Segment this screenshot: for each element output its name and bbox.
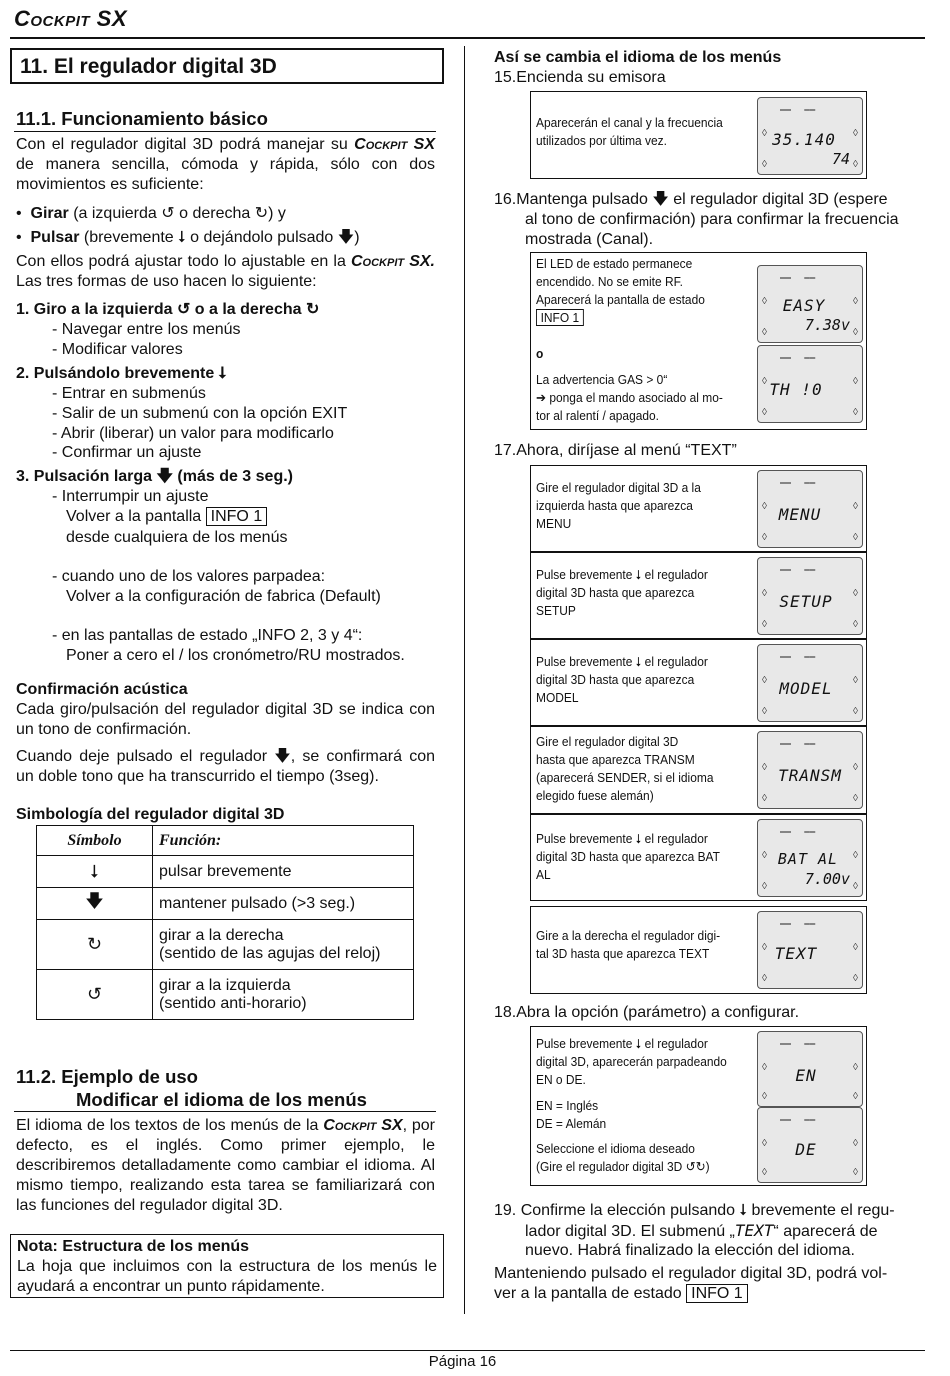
numbered-item-3-line: desde cualquiera de los menús bbox=[66, 529, 288, 546]
lcd-indicator-icon: ◊ bbox=[762, 675, 767, 686]
paragraph-ajustar: Con ellos podrá ajustar todo lo ajustable en la Cockpit SX. Las tres formas de uso hacen lo siguiente: bbox=[16, 253, 435, 290]
lcd-display: ⎯⎯ ⎯⎯ TEXT ◊ ◊ ◊ ◊ bbox=[757, 911, 863, 989]
bullet-pulsar: • Pulsar (brevemente ⭣ o dejándolo pulsado 🡇) bbox=[16, 229, 360, 246]
step-19-line: 19. Confirme la elección pulsando ⭣ brevemente el regu- bbox=[494, 1202, 895, 1219]
lcd-indicator-icon: ◊ bbox=[762, 588, 767, 599]
lcd-indicator-icon: ◊ bbox=[853, 1091, 858, 1102]
info1-box: INFO 1 bbox=[536, 309, 584, 326]
function-cell: girar a la derecha (sentido de las agujas del reloj) bbox=[153, 920, 414, 970]
lcd-indicator-icon: ◊ bbox=[762, 159, 767, 170]
numbered-item-3-line: - cuando uno de los valores parpadea: bbox=[52, 568, 326, 585]
footer-rule bbox=[10, 1350, 925, 1351]
lcd-indicator-icon: ◊ bbox=[853, 376, 858, 387]
numbered-item-2-line: - Abrir (liberar) un valor para modificarlo bbox=[52, 425, 334, 442]
lcd-display: ⎯⎯ ⎯⎯ TRANSM ◊ ◊ ◊ ◊ bbox=[757, 731, 863, 809]
instruction-box-15: Aparecerán el canal y la frecuencia utilizados por última vez. ⎯⎯ ⎯⎯ 35.140 74 ◊ ◊ ◊ ◊ bbox=[530, 91, 867, 179]
lcd-indicator-icon: ◊ bbox=[853, 619, 858, 630]
lcd-display: ⎯⎯ ⎯⎯ SETUP ◊ ◊ ◊ ◊ bbox=[757, 557, 863, 635]
lcd-indicator-icon: ◊ bbox=[762, 128, 767, 139]
info1-box: INFO 1 bbox=[206, 507, 268, 526]
step-17: 17.Ahora, diríjase al menú “TEXT” bbox=[494, 442, 737, 459]
lcd-indicator-icon: ◊ bbox=[853, 942, 858, 953]
table-row bbox=[37, 888, 414, 920]
right-heading: Así se cambia el idioma de los menús bbox=[494, 49, 782, 66]
instruction-box-setup: Pulse brevemente ⭣ el regulador digital 3D hasta que aparezca SETUP ⎯⎯ ⎯⎯ SETUP ◊ ◊ ◊ ◊ bbox=[530, 552, 867, 639]
instruction-box-18: Pulse brevemente ⭣ el regulador digital 3D, aparecerán parpadeando EN o DE. EN = Inglés DE = Alemán Seleccione el idioma deseado (Gire el regulador digital 3D ↺↻) ⎯⎯ ⎯⎯ EN ◊ ◊ ◊ ◊ ⎯⎯ ⎯⎯ DE ◊ ◊ ◊ ◊ bbox=[530, 1026, 867, 1186]
numbered-item-3-title: 3. Pulsación larga 🡇 (más de 3 seg.) bbox=[16, 468, 293, 485]
lcd-indicator-icon: ◊ bbox=[762, 532, 767, 543]
column-divider bbox=[464, 46, 465, 1314]
section-subheading-11-2: Modificar el idioma de los menús bbox=[76, 1089, 367, 1110]
lcd-indicator-icon: ◊ bbox=[853, 675, 858, 686]
numbered-item-1-line: - Navegar entre los menús bbox=[52, 321, 241, 338]
lcd-indicator-icon: ◊ bbox=[762, 881, 767, 892]
section-heading-11-2: 11.2. Ejemplo de uso bbox=[16, 1066, 198, 1087]
lcd-display: ⎯⎯ ⎯⎯ MODEL ◊ ◊ ◊ ◊ bbox=[757, 644, 863, 722]
lcd-indicator-icon: ◊ bbox=[762, 1062, 767, 1073]
note-text: La hoja que incluimos con la estructura de los menús le ayudará a encontrar un punto rápidamente. bbox=[17, 1258, 437, 1295]
lcd-indicator-icon: ◊ bbox=[762, 942, 767, 953]
lcd-indicator-icon: ◊ bbox=[853, 1062, 858, 1073]
lcd-indicator-icon: ◊ bbox=[853, 588, 858, 599]
numbered-item-3-line: - Interrumpir un ajuste bbox=[52, 488, 209, 505]
brand-name: Cockpit SX bbox=[354, 136, 435, 153]
symbol-short-press-icon: ⭣ bbox=[37, 856, 153, 888]
numbered-item-3-line: Volver a la configuración de fabrica (Default) bbox=[66, 588, 381, 605]
lcd-indicator-icon: ◊ bbox=[762, 793, 767, 804]
example-paragraph: El idioma de los textos de los menús de la Cockpit SX, por defecto, es el inglés. Como primer ejemplo, le describiremos detalladamente como cambiar el idioma. Al mismo tiempo, realizando esta tarea se familiarizará con las funciones del regulador digital 3D. bbox=[16, 1117, 436, 1214]
lcd-indicator-icon: ◊ bbox=[762, 973, 767, 984]
function-cell: pulsar brevemente bbox=[153, 856, 414, 888]
symbol-rotate-left-icon: ↺ bbox=[37, 970, 153, 1020]
lcd-display: ⎯⎯ ⎯⎯ MENU ◊ ◊ ◊ ◊ bbox=[757, 470, 863, 548]
lcd-indicator-icon: ◊ bbox=[762, 1138, 767, 1149]
lcd-display: ⎯⎯ ⎯⎯ BAT AL 7.00v ◊ ◊ ◊ ◊ bbox=[757, 819, 863, 897]
lcd-indicator-icon: ◊ bbox=[853, 532, 858, 543]
info1-box: INFO 1 bbox=[686, 1284, 748, 1303]
symbol-column-header: Símbolo bbox=[37, 826, 153, 856]
symbol-table bbox=[36, 825, 414, 1020]
numbered-item-2-title: 2. Pulsándolo brevemente ⭣ bbox=[16, 365, 227, 382]
lcd-indicator-icon: ◊ bbox=[853, 327, 858, 338]
lcd-indicator-icon: ◊ bbox=[853, 407, 858, 418]
lcd-indicator-icon: ◊ bbox=[853, 973, 858, 984]
confirmation-heading: Confirmación acústica bbox=[16, 681, 188, 698]
lcd-indicator-icon: ◊ bbox=[762, 850, 767, 861]
instruction-box-menu: Gire el regulador digital 3D a la izquierda hasta que aparezca MENU ⎯⎯ ⎯⎯ MENU ◊ ◊ ◊ ◊ bbox=[530, 465, 867, 552]
lcd-indicator-icon: ◊ bbox=[762, 706, 767, 717]
brand-name: Cockpit SX bbox=[323, 1117, 403, 1134]
confirmation-paragraph-1: Cada giro/pulsación del regulador digital 3D se indica con un tono de confirmación. bbox=[16, 701, 435, 738]
lcd-indicator-icon: ◊ bbox=[853, 793, 858, 804]
step-16-line: 16.Mantenga pulsado 🡇 el regulador digital 3D (espere bbox=[494, 191, 888, 208]
final-paragraph-line: ver a la pantalla de estado INFO 1 bbox=[494, 1284, 748, 1304]
lcd-indicator-icon: ◊ bbox=[853, 159, 858, 170]
brand-name: Cockpit SX. bbox=[350, 253, 435, 270]
confirmation-paragraph-2: Cuando deje pulsado el regulador 🡇, se confirmará con un doble tono que ha transcurrido el tiempo (3seg). bbox=[16, 748, 435, 785]
instruction-box-transm: Gire el regulador digital 3D hasta que aparezca TRANSM (aparecerá SENDER, si el idioma elegido fuese alemán) ⎯⎯ ⎯⎯ TRANSM ◊ ◊ ◊ ◊ bbox=[530, 726, 867, 814]
table-row bbox=[37, 856, 414, 888]
symbol-rotate-right-icon: ↻ bbox=[37, 920, 153, 970]
bullet-girar: • Girar (a izquierda ↺ o derecha ↻) y bbox=[16, 205, 286, 222]
function-column-header: Función: bbox=[153, 826, 414, 856]
lcd-indicator-icon: ◊ bbox=[853, 128, 858, 139]
intro-paragraph: Con el regulador digital 3D podrá manejar su Cockpit SX de manera sencilla, cómoda y rápida, sólo con dos movimientos es suficiente: bbox=[16, 136, 435, 193]
instruction-box-text: Gire a la derecha el regulador digi- tal 3D hasta que aparezca TEXT ⎯⎯ ⎯⎯ TEXT ◊ ◊ ◊ ◊ bbox=[530, 906, 867, 994]
step-16-line: al tono de confirmación) para confirmar la frecuencia bbox=[525, 211, 899, 228]
lcd-display: ⎯⎯ ⎯⎯ 35.140 74 ◊ ◊ ◊ ◊ bbox=[757, 97, 863, 175]
page-header-title: Cockpit SX bbox=[14, 6, 128, 31]
lcd-indicator-icon: ◊ bbox=[853, 501, 858, 512]
lcd-display: ⎯⎯ ⎯⎯ EASY 7.38v ◊ ◊ ◊ ◊ bbox=[757, 265, 863, 343]
numbered-item-2-line: - Entrar en submenús bbox=[52, 385, 206, 402]
lcd-indicator-icon: ◊ bbox=[762, 1091, 767, 1102]
lcd-indicator-icon: ◊ bbox=[762, 762, 767, 773]
numbered-item-3-line: - en las pantallas de estado „INFO 2, 3 y 4“: bbox=[52, 627, 363, 644]
step-19-line: lador digital 3D. El submenú „TEXT“ aparecerá de bbox=[525, 1221, 878, 1240]
symbol-long-press-icon: 🡇 bbox=[37, 888, 153, 920]
lcd-indicator-icon: ◊ bbox=[853, 762, 858, 773]
header-rule bbox=[10, 37, 925, 39]
numbered-item-2-line: - Confirmar un ajuste bbox=[52, 444, 202, 461]
function-cell: girar a la izquierda (sentido anti-horario) bbox=[153, 970, 414, 1020]
symbol-table-heading: Simbología del regulador digital 3D bbox=[16, 806, 285, 823]
lcd-display: ⎯⎯ ⎯⎯ TH !0 ◊ ◊ ◊ ◊ bbox=[757, 345, 863, 423]
lcd-indicator-icon: ◊ bbox=[762, 501, 767, 512]
lcd-indicator-icon: ◊ bbox=[762, 327, 767, 338]
final-paragraph-line: Manteniendo pulsado el regulador digital 3D, podrá vol- bbox=[494, 1265, 888, 1282]
numbered-item-2-line: - Salir de un submenú con la opción EXIT bbox=[52, 405, 348, 422]
lcd-indicator-icon: ◊ bbox=[853, 1138, 858, 1149]
section-underline bbox=[14, 131, 436, 132]
instruction-box-16: El LED de estado permanece encendido. No se emite RF. Aparecerá la pantalla de estado INFO 1 o La advertencia GAS > 0“ ➔ ponga el mando asociado al mo- tor al ralentí / apagado. ⎯⎯ ⎯⎯ EASY 7.38v ◊ ◊ ◊ ◊ ⎯⎯ ⎯⎯ TH !0 ◊ ◊ ◊ ◊ bbox=[530, 252, 867, 430]
step-18: 18.Abra la opción (parámetro) a configurar. bbox=[494, 1004, 800, 1021]
step-19-line: nuevo. Habrá finalizado la elección del idioma. bbox=[525, 1242, 855, 1259]
lcd-indicator-icon: ◊ bbox=[853, 706, 858, 717]
lcd-indicator-icon: ◊ bbox=[853, 296, 858, 307]
chapter-title: 11. El regulador digital 3D bbox=[10, 48, 444, 84]
lcd-indicator-icon: ◊ bbox=[762, 1167, 767, 1178]
lcd-display: ⎯⎯ ⎯⎯ EN ◊ ◊ ◊ ◊ bbox=[757, 1031, 863, 1107]
instruction-box-model: Pulse brevemente ⭣ el regulador digital 3D hasta que aparezca MODEL ⎯⎯ ⎯⎯ MODEL ◊ ◊ ◊ ◊ bbox=[530, 639, 867, 726]
step-16-line: mostrada (Canal). bbox=[525, 231, 654, 248]
function-cell: mantener pulsado (>3 seg.) bbox=[153, 888, 414, 920]
note-heading: Nota: Estructura de los menús bbox=[17, 1238, 250, 1255]
instruction-box-bat-al: Pulse brevemente ⭣ el regulador digital 3D hasta que aparezca BAT AL ⎯⎯ ⎯⎯ BAT AL 7.00v ◊ ◊ ◊ ◊ bbox=[530, 814, 867, 901]
step-15: 15.Encienda su emisora bbox=[494, 69, 666, 86]
note-box bbox=[10, 1234, 444, 1298]
lcd-display: ⎯⎯ ⎯⎯ DE ◊ ◊ ◊ ◊ bbox=[757, 1107, 863, 1183]
numbered-item-3-line: Volver a la pantalla INFO 1 bbox=[66, 507, 267, 527]
lcd-indicator-icon: ◊ bbox=[853, 881, 858, 892]
lcd-indicator-icon: ◊ bbox=[853, 1167, 858, 1178]
lcd-indicator-icon: ◊ bbox=[762, 407, 767, 418]
numbered-item-3-line: Poner a cero el / los cronómetro/RU mostrados. bbox=[66, 647, 405, 664]
numbered-item-1-line: - Modificar valores bbox=[52, 341, 183, 358]
lcd-indicator-icon: ◊ bbox=[762, 619, 767, 630]
page-number: Página 16 bbox=[428, 1353, 497, 1370]
section-underline bbox=[14, 1111, 436, 1112]
section-heading-11-1: 11.1. Funcionamiento básico bbox=[16, 108, 268, 129]
lcd-indicator-icon: ◊ bbox=[853, 850, 858, 861]
table-row bbox=[37, 920, 414, 970]
table-row bbox=[37, 970, 414, 1020]
lcd-indicator-icon: ◊ bbox=[762, 376, 767, 387]
lcd-indicator-icon: ◊ bbox=[762, 296, 767, 307]
numbered-item-1-title: 1. Giro a la izquierda ↺ o a la derecha ↻ bbox=[16, 301, 320, 318]
